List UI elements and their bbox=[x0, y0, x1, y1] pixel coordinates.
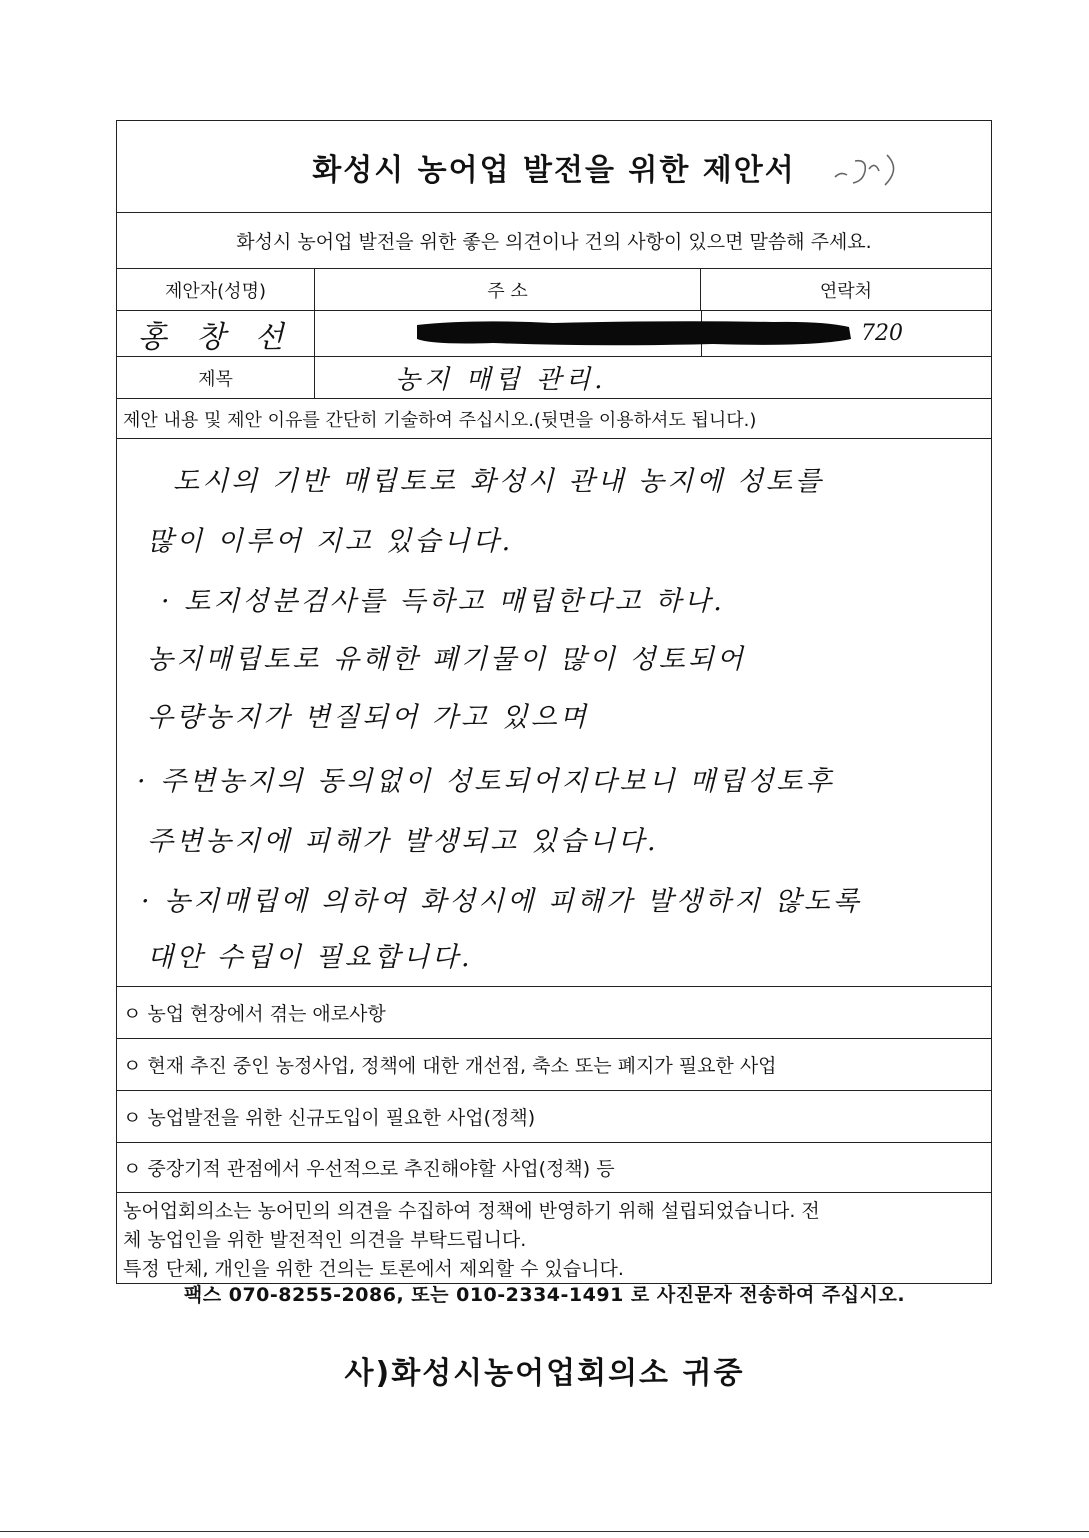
bottom-rule bbox=[0, 1531, 1089, 1532]
title-row bbox=[117, 121, 991, 213]
subject-label: 제목 bbox=[117, 357, 315, 398]
check-item-text: ㅇ 중장기적 관점에서 우선적으로 추진해야할 사업(정책) 등 bbox=[123, 1158, 615, 1180]
notice-line: 특정 단체, 개인을 위한 건의는 토론에서 제외할 수 있습니다. bbox=[123, 1258, 624, 1280]
body-line: · 주변농지의 동의없이 성토되어지다보니 매립성토후 bbox=[137, 766, 835, 797]
notice-block bbox=[117, 1193, 991, 1283]
body-line: · 토지성분검사를 득하고 매립한다고 하나. bbox=[161, 586, 725, 617]
handwritten-mark bbox=[829, 149, 919, 189]
body-line: 주변농지에 피해가 발생되고 있습니다. bbox=[147, 826, 659, 857]
notice-line: 체 농업인을 위한 발전적인 의견을 부탁드립니다. bbox=[123, 1229, 527, 1251]
instruction-row bbox=[117, 399, 991, 439]
instruction-text: 제안 내용 및 제안 이유를 간단히 기술하여 주십시오.(뒷면을 이용하셔도 됩니다.) bbox=[123, 409, 757, 431]
proposal-form bbox=[116, 120, 992, 1284]
recipient-footer: 사)화성시농어업회의소 귀중 bbox=[344, 1356, 745, 1391]
contact-tail: 720 bbox=[861, 321, 903, 346]
body-line: 우량농지가 변질되어 가고 있으며 bbox=[147, 702, 589, 733]
subject-row bbox=[117, 357, 991, 399]
proposal-body bbox=[117, 439, 991, 987]
redacted-address-contact bbox=[413, 317, 853, 347]
check-item bbox=[117, 1091, 991, 1143]
fax-instruction: 팩스 070-8255-2086, 또는 010-2334-1491 로 사진문자 전송하여 주십시오. bbox=[183, 1284, 906, 1306]
check-item bbox=[117, 987, 991, 1039]
notice-line: 농어업회의소는 농어민의 의견을 수집하여 정책에 반영하기 위해 설립되었습니다. 전 bbox=[123, 1200, 820, 1222]
header-proposer: 제안자(성명) bbox=[117, 269, 315, 310]
subject-value: 농지 매립 관리. bbox=[395, 365, 607, 395]
guide-row bbox=[117, 213, 991, 269]
header-row bbox=[117, 269, 991, 311]
check-item-text: ㅇ 현재 추진 중인 농정사업, 정책에 대한 개선점, 축소 또는 폐지가 필요한 사업 bbox=[123, 1055, 777, 1077]
header-address: 주 소 bbox=[315, 269, 701, 310]
form-title: 화성시 농어업 발전을 위한 제안서 bbox=[312, 152, 796, 188]
proposer-cell bbox=[117, 311, 315, 357]
body-line: 많이 이루어 지고 있습니다. bbox=[147, 526, 514, 557]
check-item bbox=[117, 1143, 991, 1193]
proposer-row bbox=[117, 311, 991, 357]
body-line: 농지매립토로 유해한 폐기물이 많이 성토되어 bbox=[147, 644, 746, 675]
header-contact: 연락처 bbox=[819, 280, 873, 302]
body-line: · 농지매립에 의하여 화성시에 피해가 발생하지 않도록 bbox=[141, 886, 862, 917]
guide-text: 화성시 농어업 발전을 위한 좋은 의견이나 건의 사항이 있으면 말씀해 주세요. bbox=[236, 231, 872, 253]
check-item-text: ㅇ 농업발전을 위한 신규도입이 필요한 사업(정책) bbox=[123, 1107, 536, 1129]
check-item bbox=[117, 1039, 991, 1091]
proposer-name: 홍 창 선 bbox=[137, 320, 294, 355]
check-item-text: ㅇ 농업 현장에서 겪는 애로사항 bbox=[123, 1003, 386, 1025]
body-line: 도시의 기반 매립토로 화성시 관내 농지에 성토를 bbox=[173, 466, 825, 497]
body-line: 대안 수립이 필요합니다. bbox=[147, 942, 473, 973]
